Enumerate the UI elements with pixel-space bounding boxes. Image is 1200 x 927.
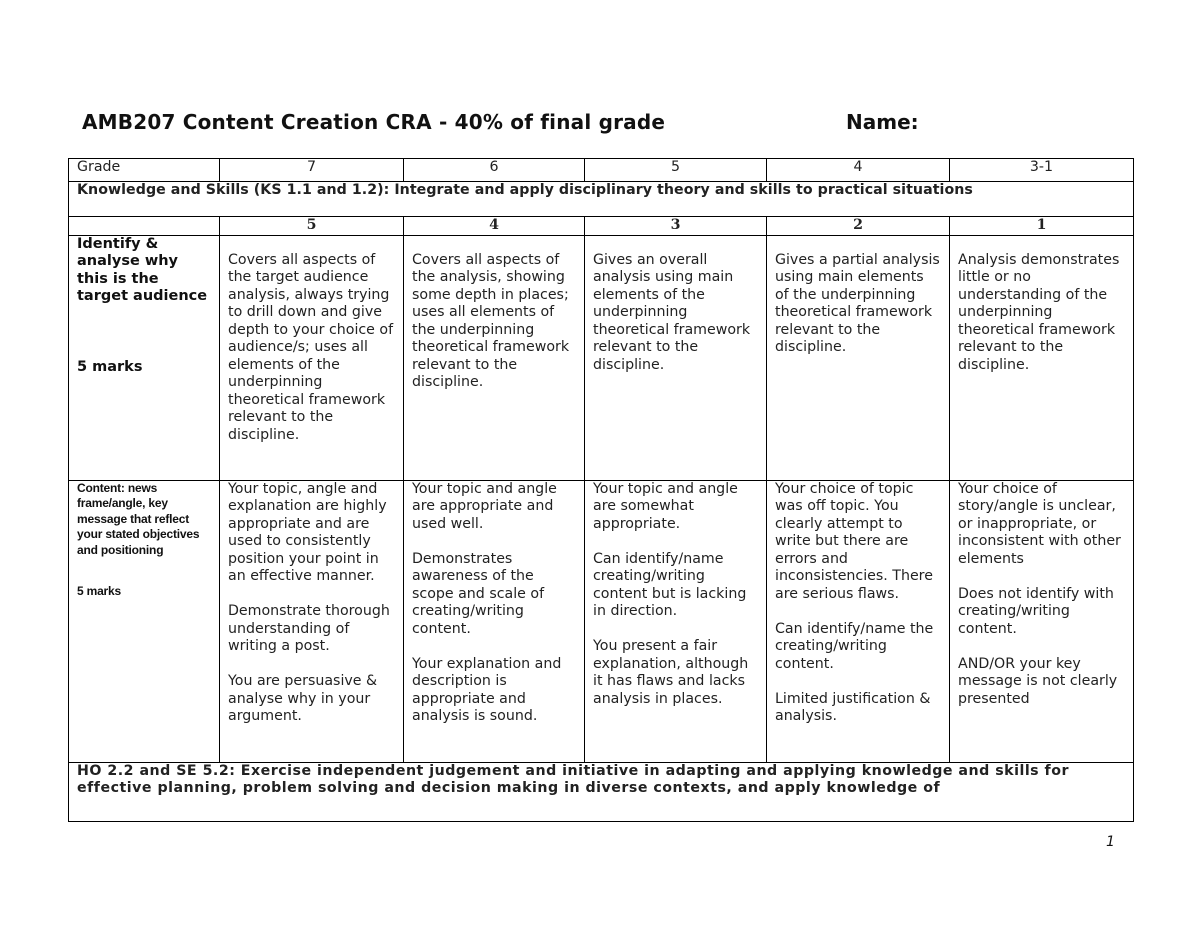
descriptor-text: Demonstrate thorough understanding of writing a post. [228, 603, 390, 654]
descriptor-text: Covers all aspects of the target audience analysis, always trying to drill down and give depth to your choice of audience/s; uses all elements of the underpinning theoretical framework relevant to the discipline. [228, 251, 394, 443]
name-label: Name: [846, 110, 919, 134]
descriptor-text: You present a fair explanation, although it has flaws and lacks analysis in places. [593, 638, 749, 707]
descriptor-cell [220, 235, 404, 480]
grade-header-4: 4 [767, 159, 950, 182]
descriptor-text: AND/OR your key message is not clearly presented [958, 655, 1118, 707]
grade-header-7: 7 [220, 159, 404, 182]
descriptor-text: Can identify/name the creating/writing content. [775, 620, 934, 672]
descriptor-cell [585, 235, 767, 480]
descriptor-text: Your choice of story/angle is unclear, or inappropriate, or inconsistent with other elements [958, 480, 1121, 567]
descriptor-text: Your topic and angle are appropriate and used well. [412, 480, 557, 532]
descriptor-text: Limited justification & analysis. [775, 690, 931, 724]
page-number: 1 [1106, 834, 1115, 850]
grade-header-3-1: 3-1 [950, 159, 1134, 182]
criterion-marks: 5 marks [77, 358, 143, 375]
grade-header-row [69, 159, 1134, 182]
criterion-cell-audience [69, 235, 220, 480]
section-heading-ho: HO 2.2 and SE 5.2: Exercise independent judgement and initiative in adapting and applying knowledge and skills for effective planning, problem solving and decision making in diverse contexts, and apply knowledge of [69, 762, 1134, 821]
section-row-ks [69, 182, 1134, 217]
criterion-marks: 5 marks [77, 584, 121, 598]
mark-level-4: 4 [404, 217, 585, 236]
criterion-label: Content: news frame/angle, key message that reflect your stated objectives and positioning [77, 480, 200, 557]
criterion-cell-content [69, 480, 220, 762]
descriptor-text: Covers all aspects of the analysis, showing some depth in places; uses all elements of the underpinning theoretical framework relevant to the discipline. [412, 251, 570, 390]
descriptor-text: Your choice of topic was off topic. You clearly attempt to write but there are errors and inconsistencies. There are serious flaws. [775, 480, 933, 602]
criterion-label: Identify & analyse why this is the target audience [77, 235, 208, 304]
grade-header-6: 6 [404, 159, 585, 182]
descriptor-cell [585, 480, 767, 762]
descriptor-text: Gives an overall analysis using main elements of the underpinning theoretical framework relevant to the discipline. [593, 251, 751, 373]
descriptor-text: Your topic and angle are somewhat appropriate. [593, 480, 738, 532]
criterion-row-audience [69, 235, 1134, 480]
rubric-table [68, 158, 1134, 822]
descriptor-text: Gives a partial analysis using main elements of the underpinning theoretical framework relevant to the discipline. [775, 251, 940, 355]
descriptor-text: Demonstrates awareness of the scope and scale of creating/writing content. [412, 550, 545, 637]
descriptor-cell [950, 480, 1134, 762]
grade-header-5: 5 [585, 159, 767, 182]
descriptor-cell [767, 480, 950, 762]
descriptor-text: Your topic, angle and explanation are highly appropriate and are used to consistently position your point in an effective manner. [228, 480, 387, 584]
mark-level-empty [69, 217, 220, 236]
descriptor-text: Your explanation and description is appropriate and analysis is sound. [412, 655, 562, 724]
descriptor-text: You are persuasive & analyse why in your argument. [228, 673, 378, 724]
descriptor-cell [220, 480, 404, 762]
mark-level-5: 5 [220, 217, 404, 236]
section-row-ho [69, 762, 1134, 821]
descriptor-cell [404, 235, 585, 480]
descriptor-cell [767, 235, 950, 480]
mark-level-2: 2 [767, 217, 950, 236]
descriptor-text: Does not identify with creating/writing content. [958, 585, 1114, 637]
section-heading-ks: Knowledge and Skills (KS 1.1 and 1.2): Integrate and apply disciplinary theory and skills to practical situations [69, 182, 1134, 217]
grade-header-label: Grade [69, 159, 220, 182]
descriptor-cell [950, 235, 1134, 480]
mark-levels-row [69, 217, 1134, 236]
document-title: AMB207 Content Creation CRA - 40% of final grade [82, 110, 666, 134]
criterion-row-content [69, 480, 1134, 762]
descriptor-text: Can identify/name creating/writing content but is lacking in direction. [593, 550, 747, 619]
descriptor-text: Analysis demonstrates little or no understanding of the underpinning theoretical framework relevant to the discipline. [958, 251, 1120, 373]
mark-level-3: 3 [585, 217, 767, 236]
mark-level-1: 1 [950, 217, 1134, 236]
descriptor-cell [404, 480, 585, 762]
